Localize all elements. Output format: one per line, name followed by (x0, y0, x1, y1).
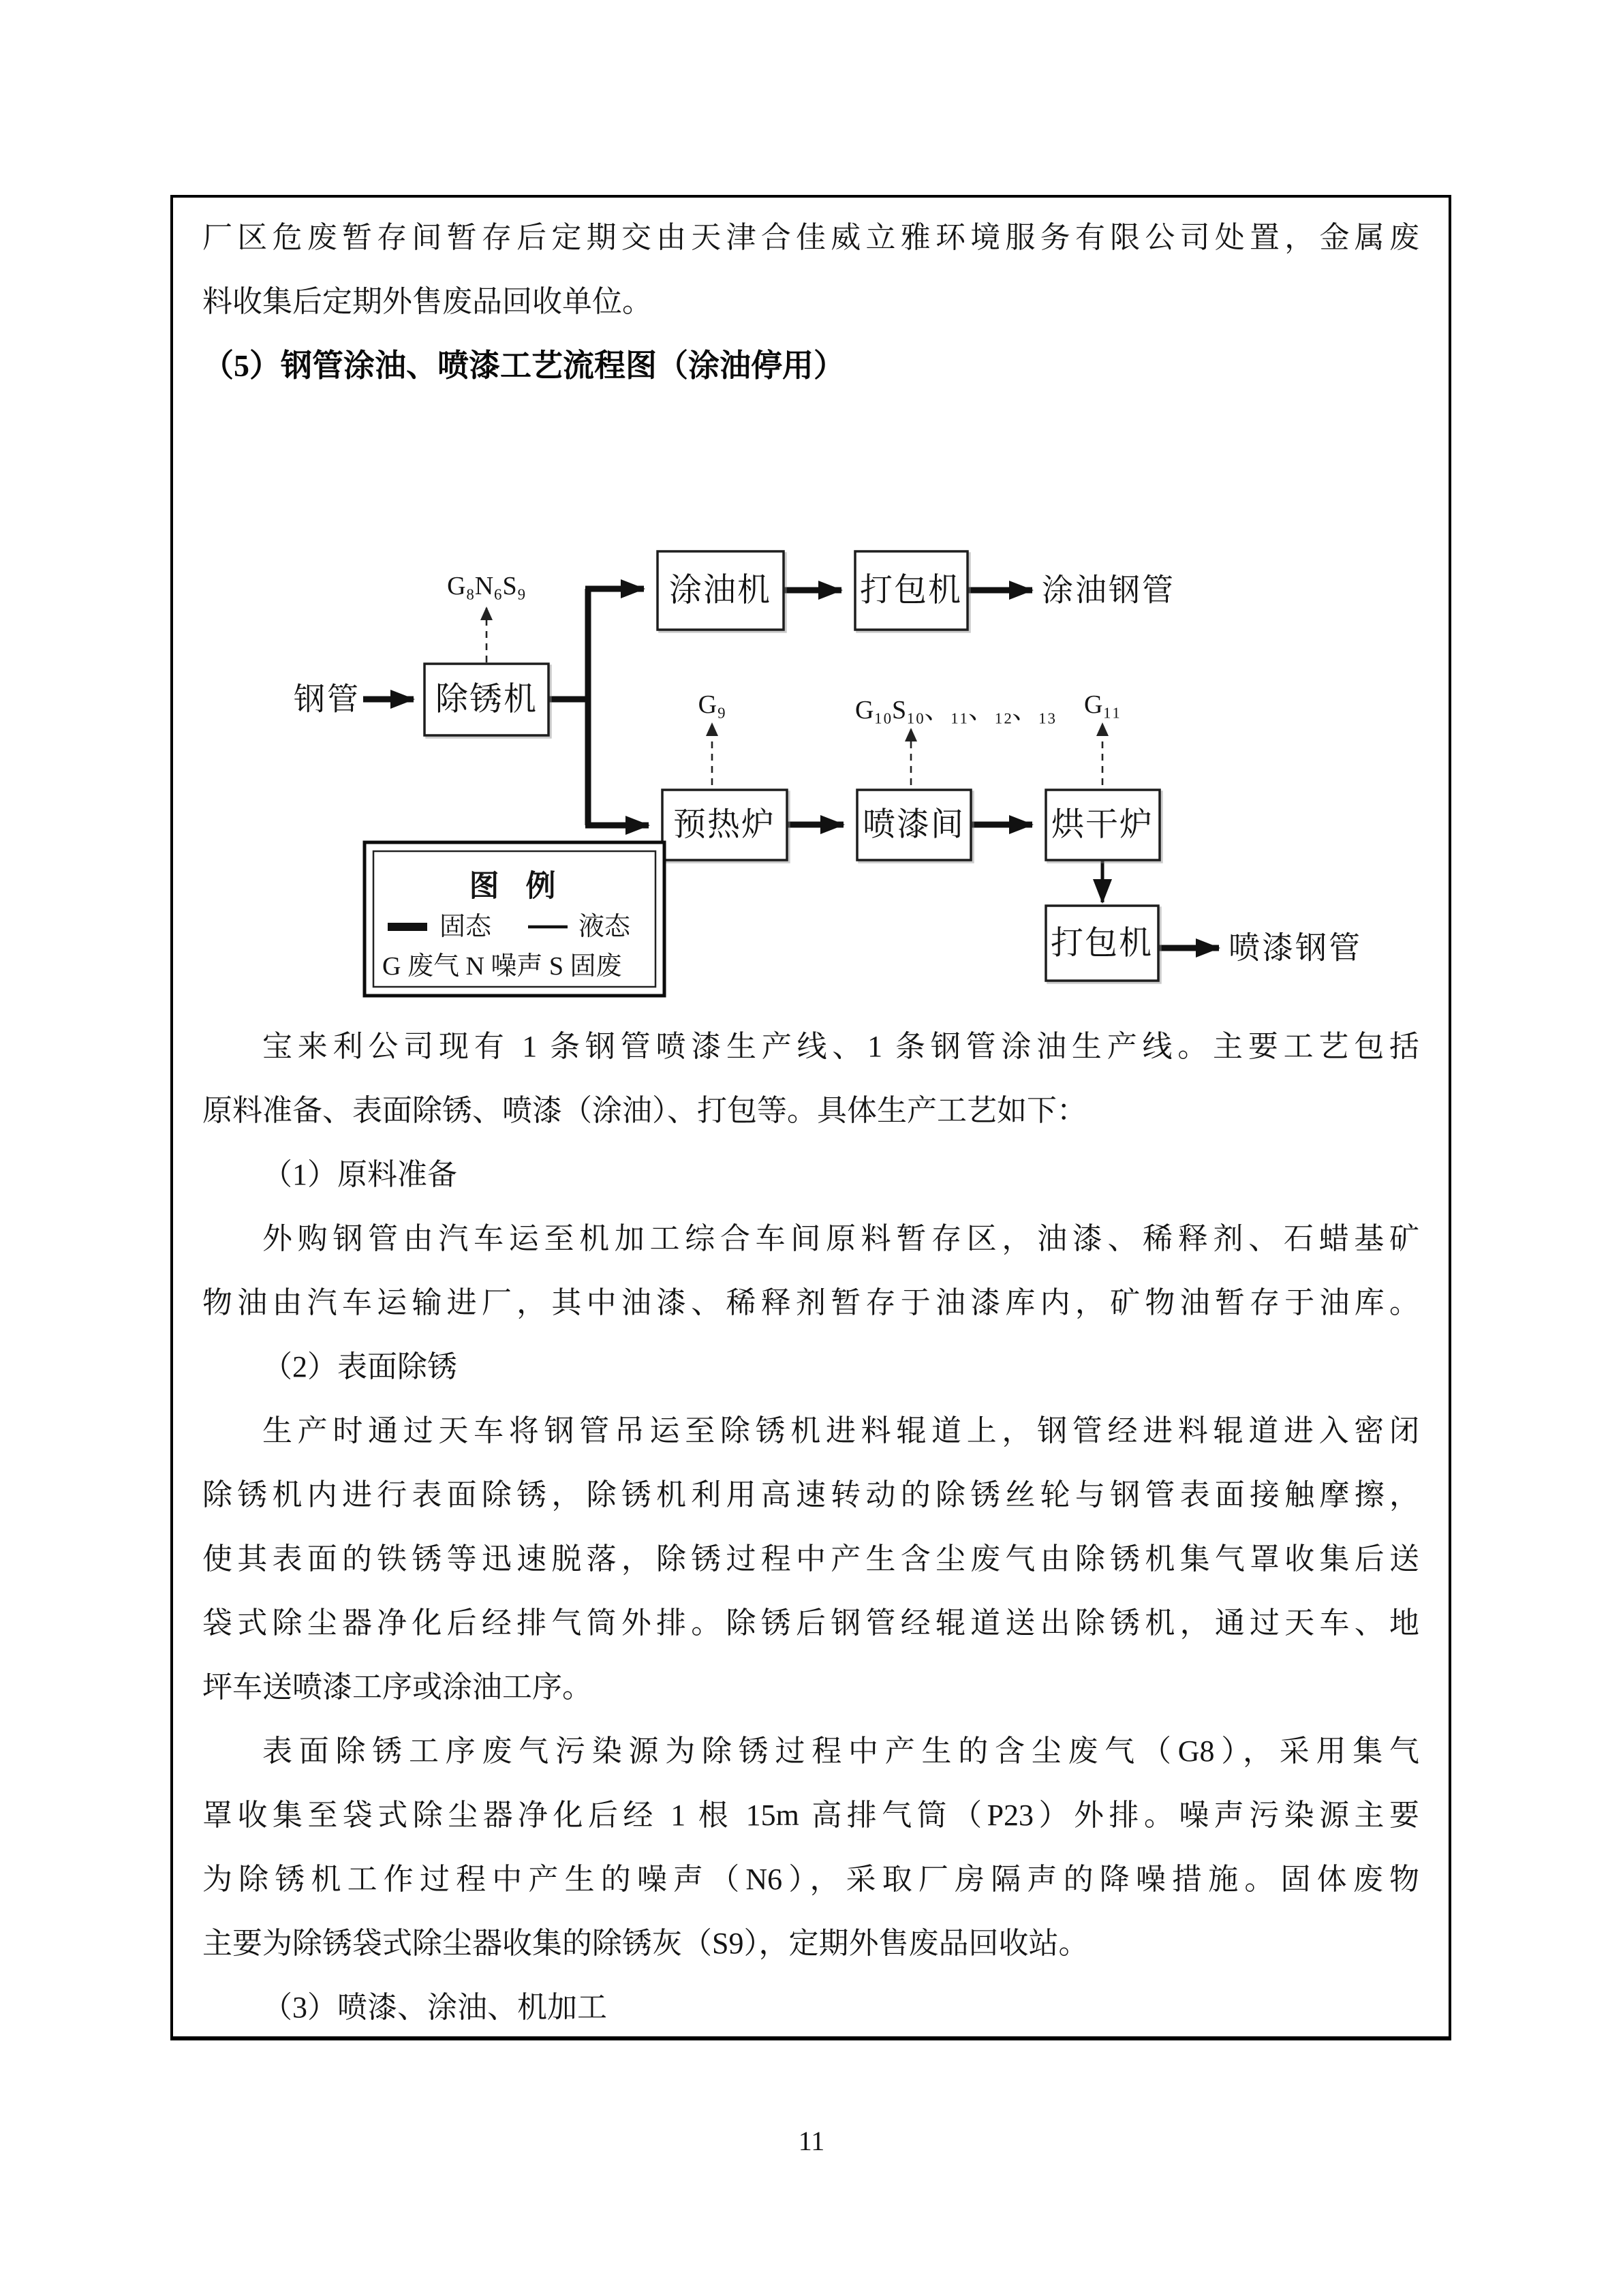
body-line: 为除锈机工作过程中产生的噪声（N6），采取厂房隔声的降噪措施。固体废物 (202, 1863, 1419, 1896)
body-line: （3）喷漆、涂油、机加工 (262, 1991, 607, 2024)
process-flow-diagram (202, 398, 1425, 1015)
pollutant-dryer-label: G₁₁ (1084, 690, 1121, 719)
body-line: （2）表面除锈 (262, 1350, 457, 1383)
document-table-frame (170, 195, 1451, 2040)
legend-title: 图 例 (469, 869, 566, 903)
output-painted-pipe-label: 喷漆钢管 (1228, 930, 1362, 966)
body-line: 表面除锈工序废气污染源为除锈过程中产生的含尘废气（G8），采用集气 (262, 1734, 1419, 1768)
input-steel-pipe-label: 钢管 (294, 682, 360, 717)
body-line: 外购钢管由汽车运至机加工综合车间原料暂存区，油漆、稀释剂、石蜡基矿 (262, 1222, 1419, 1255)
node-dryer-label: 烘干炉 (1051, 806, 1154, 843)
body-line: 生产时通过天车将钢管吊运至除锈机进料辊道上，钢管经进料辊道进入密闭 (262, 1414, 1419, 1448)
node-preheat-label: 预热炉 (673, 806, 776, 843)
body-line: 除锈机内进行表面除锈，除锈机利用高速转动的除锈丝轮与钢管表面接触摩擦， (202, 1478, 1419, 1512)
body-line: 宝来利公司现有 1 条钢管喷漆生产线、1 条钢管涂油生产线。主要工艺包括 (262, 1030, 1419, 1063)
pollutant-paint-booth-label: G₁₀S₁₀、₁₁、₁₂、₁₃ (855, 696, 1057, 724)
flow-diagram-svg (202, 398, 1425, 1015)
body-line: 主要为除锈袋式除尘器收集的除锈灰（S9），定期外售废品回收站。 (202, 1927, 1089, 1960)
page-number: 11 (798, 2126, 825, 2156)
body-line: 罩收集至袋式除尘器净化后经 1 根 15m 高排气筒（P23）外排。噪声污染源主要 (202, 1798, 1419, 1832)
node-derust-label: 除锈机 (435, 681, 538, 718)
node-packer-top-label: 打包机 (859, 572, 963, 609)
body-line: 使其表面的铁锈等迅速脱落，除锈过程中产生含尘废气由除锈机集气罩收集后送 (202, 1542, 1419, 1576)
section-heading: （5）钢管涂油、喷漆工艺流程图（涂油停用） (202, 348, 845, 383)
legend-codes: G 废气 N 噪声 S 固废 (382, 952, 622, 981)
legend-solid-label: 固态 (439, 913, 492, 941)
body-line: 袋式除尘器净化后经排气筒外排。除锈后钢管经辊道送出除锈机，通过天车、地 (202, 1606, 1419, 1640)
body-line: 原料准备、表面除锈、喷漆（涂油）、打包等。具体生产工艺如下： (202, 1094, 1087, 1127)
body-line: 厂区危废暂存间暂存后定期交由天津合佳威立雅环境服务有限公司处置，金属废 (202, 221, 1419, 254)
body-line: （1）原料准备 (262, 1158, 457, 1191)
body-line: 料收集后定期外售废品回收单位。 (202, 285, 652, 318)
pollutant-derust-label: G₈N₆S₉ (447, 572, 526, 600)
body-line: 坪车送喷漆工序或涂油工序。 (202, 1670, 592, 1704)
node-paint-booth-label: 喷漆间 (862, 806, 965, 843)
legend-liquid-label: 液态 (578, 913, 631, 941)
pollutant-preheat-label: G₉ (698, 690, 726, 719)
flow-legend (365, 842, 664, 996)
output-oiled-pipe-label: 涂油钢管 (1042, 572, 1175, 608)
body-line: 物油由汽车运输进厂，其中油漆、稀释剂暂存于油漆库内，矿物油暂存于油库。 (202, 1286, 1419, 1319)
node-oiler-label: 涂油机 (668, 572, 772, 609)
node-packer-bottom-label: 打包机 (1050, 925, 1154, 962)
